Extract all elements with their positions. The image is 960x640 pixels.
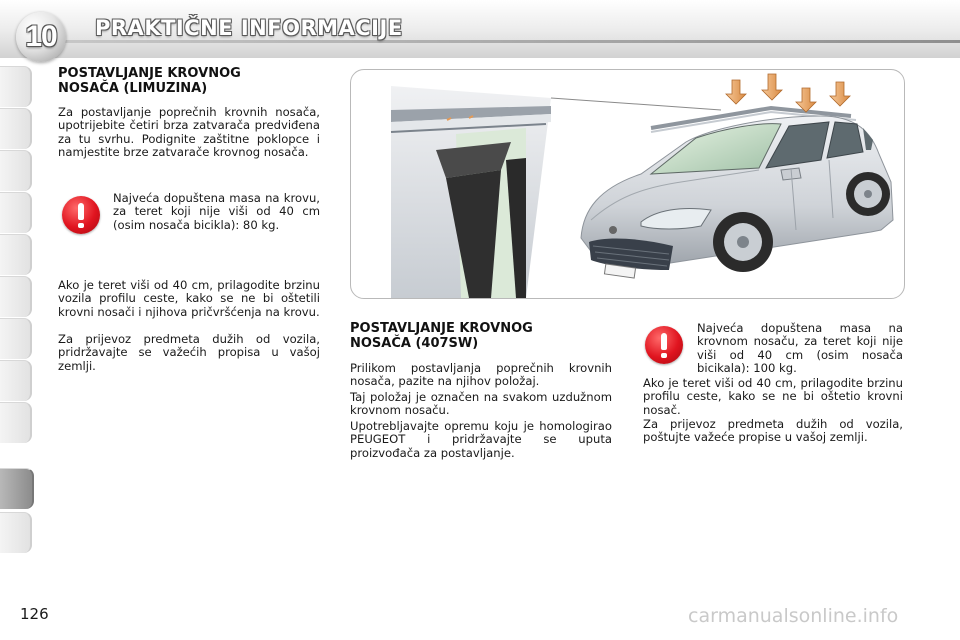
paragraph: Za prijevoz predmeta dužih od vozila, pridržavajte se važećih propisa u vašoj zemlji.	[58, 332, 320, 373]
paragraph: Upotrebljavajte opremu koju je homologirao PEUGEOT i pridržavajte se uputa proizvođača za postavljanje.	[350, 419, 612, 460]
warning-icon	[62, 196, 100, 234]
chapter-tab[interactable]	[0, 192, 32, 233]
down-arrow-icon	[830, 82, 850, 106]
heading-line: POSTAVLJANJE KROVNOG	[350, 321, 533, 336]
section-heading	[58, 66, 320, 96]
chapter-tabs	[0, 66, 34, 576]
car-roof-rack-illustration	[351, 70, 904, 298]
section-heading	[350, 321, 612, 351]
paragraph: Ako je teret viši od 40 cm, prilagodite brzinu profilu ceste, kako se ne bi oštetio krovni nosač.	[643, 376, 903, 417]
warning-text: Najveća dopuštena masa na krovu, za teret koji nije viši od 40 cm (osim nosača bicikla): 80 kg.	[113, 191, 320, 232]
heading-line: POSTAVLJANJE KROVNOG	[58, 66, 241, 81]
chapter-tab[interactable]	[0, 402, 32, 443]
chapter-tab[interactable]	[0, 66, 32, 107]
car-illustration	[350, 69, 905, 299]
chapter-tab[interactable]	[0, 150, 32, 191]
chapter-tab[interactable]	[0, 276, 32, 317]
paragraph: Taj položaj je označen na svakom uzdužnom krovnom nosaču.	[350, 390, 612, 418]
down-arrow-icon	[796, 88, 816, 112]
chapter-tab[interactable]	[0, 512, 32, 553]
chapter-badge: 10	[16, 12, 66, 62]
header-rule	[40, 40, 960, 43]
paragraph: Za prijevoz predmeta dužih od vozila, poštujte važeće propise u vašoj zemlji.	[643, 417, 903, 445]
heading-line: NOSAČA (407SW)	[350, 336, 479, 351]
watermark: carmanualsonline.info	[688, 605, 899, 627]
warning-icon	[645, 326, 683, 364]
chapter-tab[interactable]	[0, 360, 32, 401]
paragraph: Prilikom postavljanja poprečnih krovnih nosača, pazite na njihov položaj.	[350, 361, 612, 389]
down-arrow-icon	[726, 80, 746, 104]
intro-paragraph: Za postavljanje poprečnih krovnih nosača, upotrijebite četiri brza zatvarača predviđena za tu svrhu. Podignite zaštitne poklopce i namjestite brze zatvarače krovnog nosača.	[58, 105, 320, 160]
section-limuzina	[58, 66, 320, 160]
page-title: PRAKTIČNE INFORMACIJE	[95, 16, 403, 40]
page-number: 126	[20, 605, 49, 623]
paragraph: Ako je teret viši od 40 cm, prilagodite brzinu vozila profilu ceste, kako se ne bi oštetili krovni nosači i njihova pričvršćenja na krovu.	[58, 278, 320, 319]
down-arrow-icon	[762, 74, 782, 100]
chapter-tab[interactable]	[0, 318, 32, 359]
car	[581, 108, 893, 278]
chapter-tab[interactable]	[0, 108, 32, 149]
heading-line: NOSAČA (LIMUZINA)	[58, 81, 208, 96]
section-sw	[350, 321, 612, 351]
chapter-tab[interactable]	[0, 234, 32, 275]
warning-text: Najveća dopuštena masa na krovnom nosaču, za teret koji nije viši od 40 cm (osim nosača bicikala): 100 kg.	[697, 321, 903, 376]
chapter-tab-active[interactable]	[0, 468, 34, 509]
